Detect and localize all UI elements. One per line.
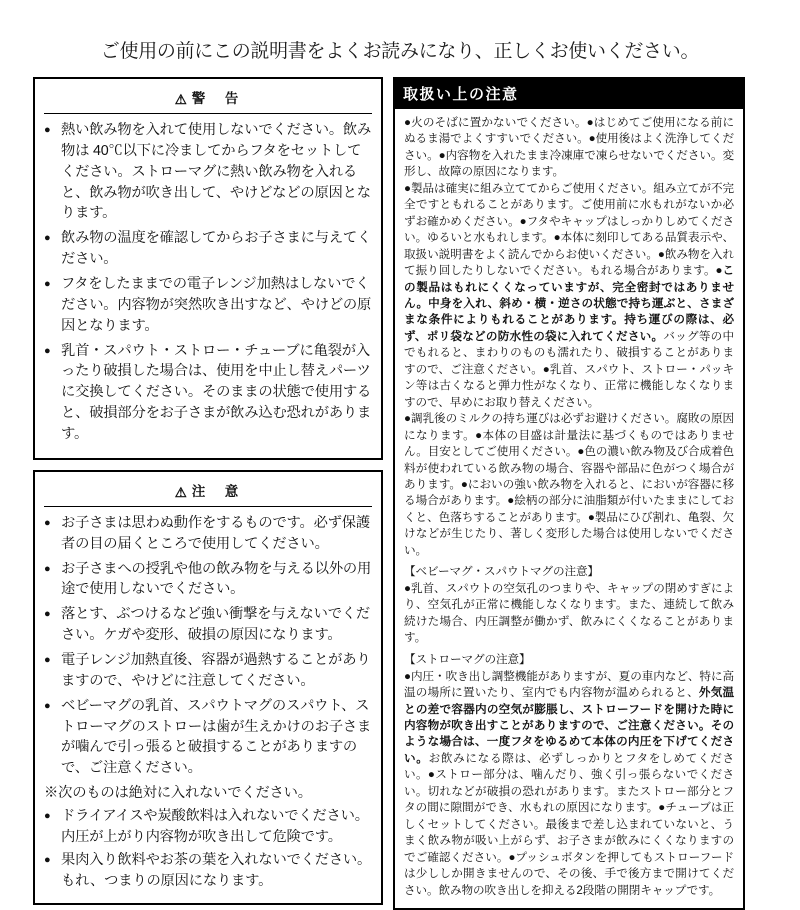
list-item-text: ドライアイスや炭酸飲料は入れないでください。内圧が上がり内容物が吹き出して危険です。 bbox=[61, 808, 369, 845]
caution-panel-title bbox=[44, 479, 372, 506]
handling-notes-panel bbox=[393, 77, 745, 910]
list-item bbox=[44, 274, 372, 337]
list-item-text: お子さまへの授乳や他の飲み物を与える以外の用途で使用しないでください。 bbox=[61, 560, 372, 598]
divider bbox=[44, 506, 372, 507]
paragraph: ●調乳後のミルクの持ち運びは必ずお避けください。腐敗の原因になります。●本体の目盛は計量法に基づくものではありません。目安としてご使用ください。●色の濃い飲み物及び合成着色料が使われている飲み物の場合、容器や部品に色がつく場合があります。●においの強い飲み物を入れると、においが容器に移る場合があります。●絵柄の部分に油脂類が付いたままにしておくと、色落ちすることがあります。●製品にひび割れ、亀裂、欠けなどが生じたり、著しく変形した場合は使用しないでください。 bbox=[404, 412, 734, 557]
list-item bbox=[44, 559, 372, 601]
list-item bbox=[44, 120, 372, 224]
bullet-icon: ● bbox=[44, 853, 51, 866]
list-item bbox=[44, 850, 372, 892]
list-item-text: 飲み物の温度を確認してからお子さまに与えてください。 bbox=[61, 230, 372, 268]
handling-notes-body bbox=[404, 115, 734, 899]
left-column bbox=[33, 77, 383, 905]
list-item-text: フタをしたままでの電子レンジ加熱はしないでください。内容物が突然吹き出すなど、やけどの原因となります。 bbox=[61, 276, 372, 334]
paragraph: ●製品は確実に組み立ててからご使用ください。組み立てが不完全ですともれることがあります。ご使用前に水もれがないか必ずお確かめください。●フタやキャップはしっかりしめてください。ゆるいと水もれします。●本体に刻印してある品質表示や、取扱い説明書をよく読んでからお使いください。●飲み物を入れて振り回したりしないでください。もれる場合があります。●この製品はもれにくくなっていますが、完全密封ではありません。中身を入れ、斜め・横・逆さの状態で持ち運ぶと、さまざまな条件によりもれることがあります。持ち運びの際は、必ず、ポリ袋などの防水性の袋に入れてください。バッグ等の中でもれると、まわりのものも濡れたり、破損することがありますので、ご注意ください。●乳首、スパウト、ストロー・パッキン等は古くなると弾力性がなくなり、正常に機能しなくなりますので、早めにお取り替えください。 bbox=[404, 181, 735, 409]
section-heading: 【ベビーマグ・スパウトマグの注意】 bbox=[404, 565, 599, 579]
caution-list bbox=[44, 513, 372, 892]
list-item-text: 電子レンジ加熱直後、容器が過熱することがありますので、やけどに注意してください。 bbox=[61, 652, 371, 689]
handling-notes-title: 取扱い上の注意 bbox=[395, 79, 743, 109]
bullet-icon: ● bbox=[44, 516, 51, 529]
bullet-icon: ● bbox=[44, 278, 51, 291]
bullet-icon: ● bbox=[44, 562, 51, 575]
bullet-icon: ● bbox=[44, 654, 51, 667]
list-item bbox=[44, 696, 372, 779]
list-item bbox=[44, 650, 372, 692]
list-item-text: 果肉入り飲料やお茶の葉を入れないでください。もれ、つまりの原因になります。 bbox=[61, 851, 372, 889]
paragraph: ●乳首、スパウトの空気孔のつまりや、キャップの閉めすぎにより、空気孔が正常に機能しなくなります。また、連続して飲み続けた場合、内圧調整が働かず、飲みにくくなることがあります。 bbox=[404, 582, 734, 645]
bullet-icon: ● bbox=[44, 344, 51, 357]
list-item bbox=[44, 604, 372, 646]
content-columns bbox=[0, 77, 800, 910]
caution-title-text: 注 意 bbox=[191, 483, 242, 499]
warning-triangle-icon: ⚠ bbox=[174, 484, 187, 500]
section-heading: 【ストローマグの注意】 bbox=[404, 652, 531, 666]
list-item-text: 落とす、ぶつけるなど強い衝撃を与えないでください。ケガや変形、破損の原因になります。 bbox=[61, 606, 370, 644]
list-item bbox=[44, 513, 372, 555]
list-item-text: お子さまは思わぬ動作をするものです。必ず保護者の目の届くところで使用してください。 bbox=[61, 514, 370, 552]
list-item bbox=[44, 341, 372, 445]
right-column bbox=[393, 77, 745, 910]
list-item-text: 熱い飲み物を入れて使用しないでください。飲み物は 40℃以下に冷ましてからフタをセットしてください。ストローマグに熱い飲み物を入れると、飲み物が吹き出して、やけどなどの原因となります。 bbox=[61, 122, 372, 222]
list-item bbox=[44, 806, 372, 848]
paragraph: ●火のそばに置かないでください。●はじめてご使用になる前にぬるま湯でよくすすいでください。●使用後はよく洗浄してください。●内容物を入れたまま冷凍庫で凍らせないでください。変形し、故障の原因になります。 bbox=[404, 116, 734, 179]
bullet-icon: ● bbox=[44, 232, 51, 245]
warning-triangle-icon: ⚠ bbox=[174, 92, 187, 107]
paragraph: ●内圧・吹き出し調整機能がありますが、夏の車内など、特に高温の場所に置いたり、室内でも内容物が温められると、外気温との差で容器内の空気が膨脹し、ストローフードを開けた時に内容物が吹き出すことがありますので、ご注意ください。そのような場合は、一度フタをゆるめて本体の内圧を下げてください。お飲みになる際は、必ずしっかりとフタをしめてください。●ストロー部分は、噛んだり、強く引っ張らないでください。切れなどが破損の恐れがあります。またストロー部分とフタの間に隙間ができ、水もれの原因になります。●チューブは正しくセットしてください。最後まで差し込まれていないと、うまく飲み物が吸い上がらず、お子さまが飲みにくくなりますのでご確認ください。●プッシュボタンを押してもストローフードは少ししか開きませんので、その後、手で後方まで開けてください。飲み物の吹き出しを抑える2段階の開閉キャップです。 bbox=[404, 669, 734, 897]
list-item bbox=[44, 228, 372, 270]
warning-list bbox=[44, 120, 372, 445]
list-item-text: ベビーマグの乳首、スパウトマグのスパウト、ストローマグのストローは歯が生えかけのお子さまが噛んで引っ張ると破損することがありますので、ご注意ください。 bbox=[61, 697, 372, 777]
bullet-icon: ● bbox=[44, 699, 51, 712]
warning-panel-title bbox=[44, 86, 372, 113]
list-item-text: 乳首・スパウト・ストロー・チューブに亀裂が入ったり破損した場合は、使用を中止し替えパーツに交換してください。そのままの状態で使用すると、破損部分をお子さまが飲み込む恐れがあります。 bbox=[61, 342, 372, 443]
caution-note bbox=[44, 783, 372, 804]
bullet-icon: ● bbox=[44, 124, 51, 136]
bullet-icon: ● bbox=[44, 810, 51, 823]
warning-panel bbox=[33, 77, 383, 460]
caution-note-text: ※次のものは絶対に入れないでください。 bbox=[44, 785, 312, 802]
caution-panel bbox=[33, 470, 383, 905]
divider bbox=[44, 113, 372, 114]
page-title: ご使用の前にこの説明書をよくお読みになり、正しくお使いください。 bbox=[100, 41, 700, 62]
bullet-icon: ● bbox=[44, 608, 51, 621]
warning-title-text: 警 告 bbox=[191, 91, 242, 106]
